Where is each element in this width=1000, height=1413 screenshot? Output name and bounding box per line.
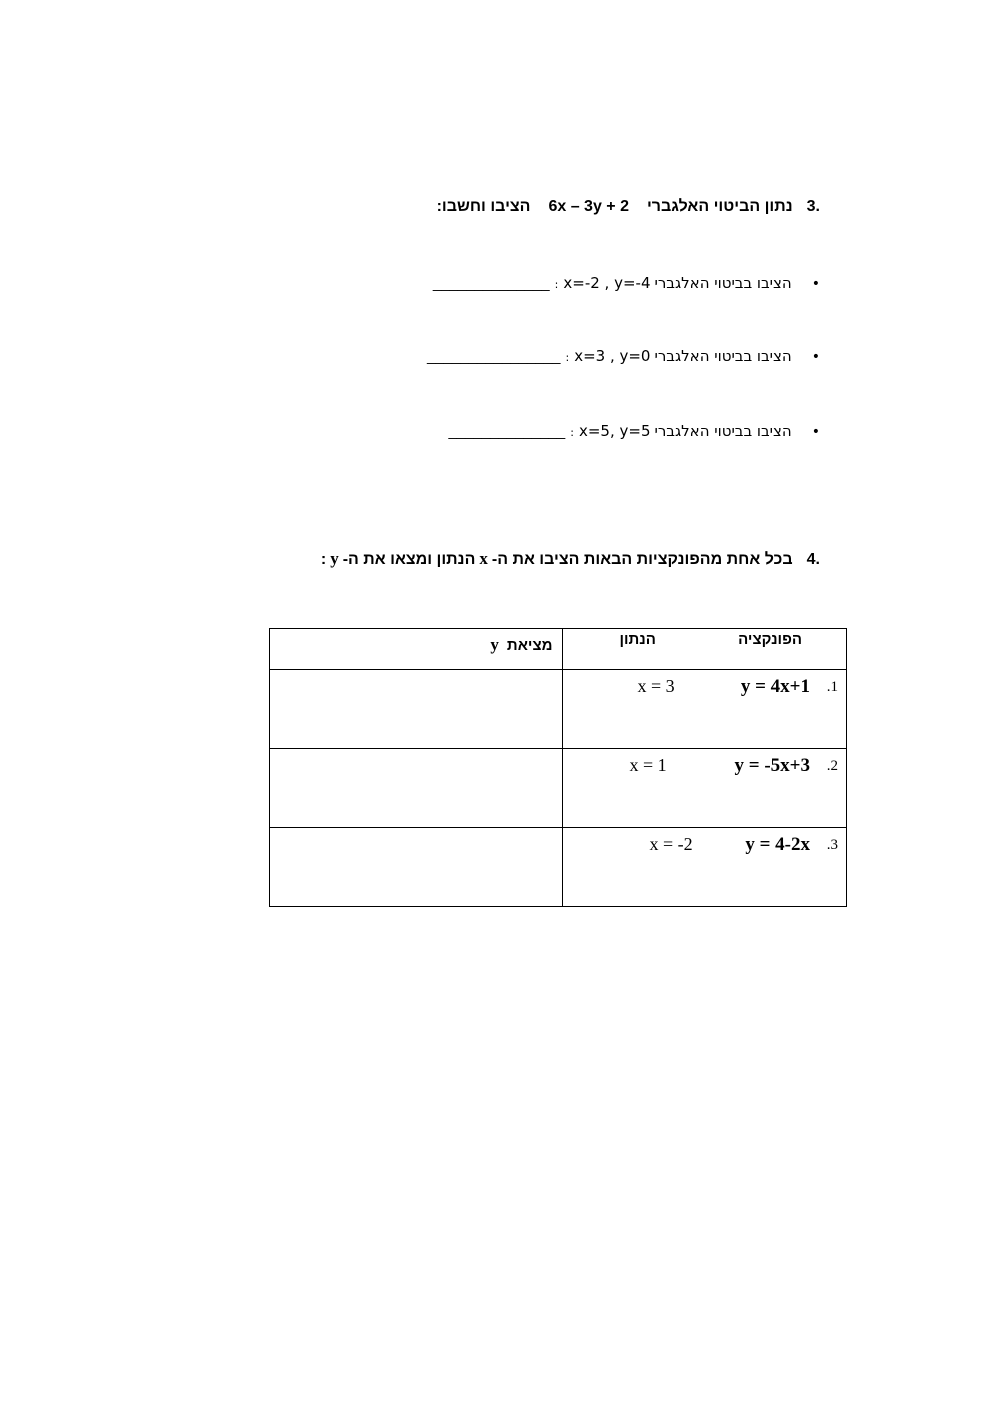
answer-cell[interactable] bbox=[270, 749, 563, 828]
given-value: x = -2 bbox=[649, 834, 693, 854]
table-row bbox=[270, 670, 847, 749]
question-4-heading bbox=[321, 549, 820, 569]
question-3-expression: 6x – 3y + 2 bbox=[548, 198, 629, 215]
question-4-var-x: x bbox=[479, 549, 488, 568]
function-cell bbox=[563, 670, 847, 749]
question-3-heading bbox=[437, 198, 820, 216]
bullet-icon: • bbox=[811, 349, 820, 365]
answer-blank[interactable]: ________________ bbox=[426, 348, 561, 365]
substitution-prefix: הציבו בביטוי האלגברי bbox=[654, 347, 792, 365]
substitution-item-1 bbox=[433, 274, 820, 292]
substitution-colon: : bbox=[565, 351, 570, 364]
function-cell bbox=[563, 828, 847, 907]
question-3-number: .3 bbox=[806, 198, 820, 215]
substitution-item-3 bbox=[448, 422, 820, 440]
substitution-values: x=5, y=5 bbox=[578, 422, 651, 440]
question-4-var-y: y bbox=[330, 549, 339, 568]
table-header-row bbox=[270, 629, 847, 670]
substitution-prefix: הציבו בביטוי האלגברי bbox=[654, 422, 792, 440]
substitution-values: x=3 , y=0 bbox=[574, 347, 651, 365]
functions-table bbox=[269, 628, 847, 907]
answer-blank[interactable]: ______________ bbox=[432, 275, 550, 292]
question-4-number: .4 bbox=[806, 551, 820, 568]
table-row bbox=[270, 749, 847, 828]
substitution-colon: : bbox=[570, 426, 574, 439]
question-4-end: : bbox=[320, 551, 327, 568]
header-given: הנתון bbox=[619, 631, 656, 648]
table-row bbox=[270, 828, 847, 907]
header-find-y bbox=[270, 629, 563, 670]
given-value: x = 3 bbox=[637, 676, 675, 696]
substitution-prefix: הציבו בביטוי האלגברי bbox=[654, 274, 792, 292]
function-expression: y = -5x+3 bbox=[734, 755, 810, 776]
row-index: .1 bbox=[826, 679, 838, 695]
function-expression: y = 4x+1 bbox=[740, 676, 810, 697]
function-cell bbox=[563, 749, 847, 828]
header-function-given bbox=[563, 629, 847, 670]
row-index: .3 bbox=[826, 837, 838, 853]
row-index: .2 bbox=[826, 758, 838, 774]
bullet-icon: • bbox=[811, 424, 820, 440]
substitution-values: x=-2 , y=-4 bbox=[563, 274, 651, 292]
substitution-item-2 bbox=[427, 347, 820, 365]
bullet-icon: • bbox=[811, 276, 820, 292]
answer-blank[interactable]: ______________ bbox=[448, 423, 566, 440]
answer-cell[interactable] bbox=[270, 828, 563, 907]
question-4-text-1: בכל אחת מהפונקציות הבאות הציבו את ה- bbox=[491, 551, 793, 568]
function-expression: y = 4-2x bbox=[745, 834, 810, 855]
question-4-text-2: הנתון ומצאו את ה- bbox=[342, 551, 476, 568]
substitution-colon: : bbox=[554, 278, 559, 291]
question-3-text-after: הציבו וחשבו: bbox=[436, 198, 531, 215]
question-3-text-before: נתון הביטוי האלגברי bbox=[646, 198, 793, 215]
header-function: הפונקציה bbox=[738, 631, 802, 648]
answer-cell[interactable] bbox=[270, 670, 563, 749]
given-value: x = 1 bbox=[629, 755, 667, 775]
header-find-y-label: מציאת bbox=[506, 637, 553, 654]
header-find-y-var: y bbox=[490, 635, 499, 654]
